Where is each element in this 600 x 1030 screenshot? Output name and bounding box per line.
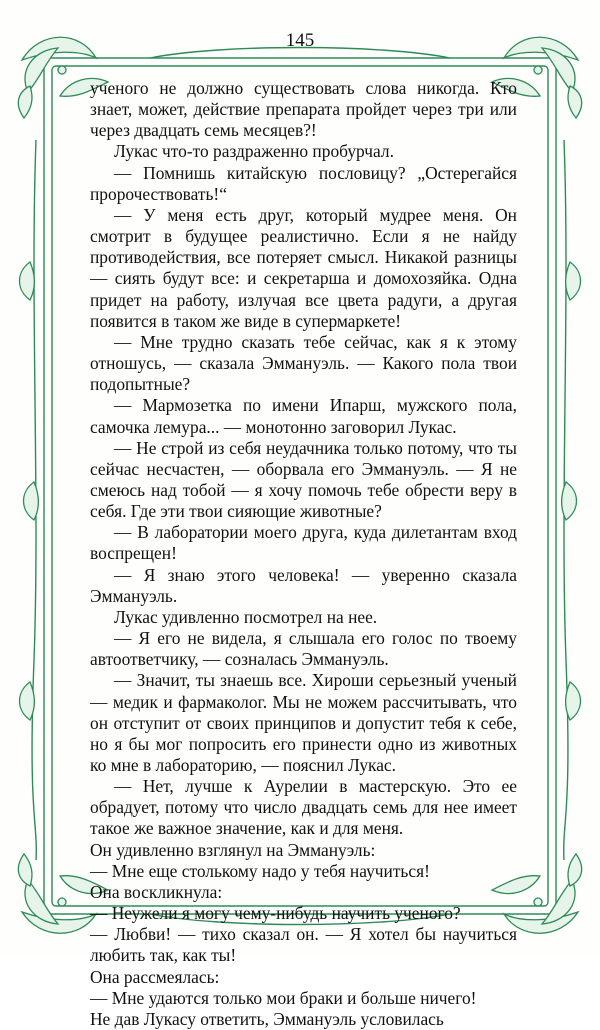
paragraph: Он удивленно взглянул на Эммануэль:: [90, 839, 376, 860]
paragraph: — Я знаю этого человека! — уверенно сказала Эммануэль.: [90, 564, 517, 606]
paragraph: Лукас что-то раздраженно пробурчал.: [114, 141, 394, 162]
side-leaves-left: [20, 262, 39, 720]
paragraph: Она воскликнула:: [90, 881, 223, 902]
paragraph: — Не строй из себя неудачника только потому, что ты сейчас несчастен, — оборвала его Эммануэль. — Я не смеюсь над тобой — я хочу помочь тебе обрести веру в себя. Где эти твои сияющие животные?: [90, 437, 517, 522]
paragraph: — Неужели я могу чему-нибудь научить ученого?: [90, 903, 461, 924]
paragraph: — Нет, лучше к Аурелии в мастерскую. Это ее обрадует, потому что число двадцать семь для нее имеет такое же важное значение, как и для меня.: [90, 776, 517, 839]
paragraph: Она рассмеялась:: [90, 966, 220, 987]
paragraph: — Любви! — тихо сказал он. — Я хотел бы научиться любить так, как ты!: [90, 924, 517, 966]
paragraph: — Значит, ты знаешь все. Хироши серьезный ученый — медик и фармаколог. Мы не можем рассчитывать, что он отступит от своих принципов и допустит тебя к себе, но я бы мог попросить его принести одно из животных ко мне в лабораторию, — пояснил Лукас.: [90, 670, 517, 775]
paragraph: — У меня есть друг, который мудрее меня. Он смотрит в будущее реалистично. Если я не найду противодействия, все потеряет смысл. Никакой разницы — сиять будут все: и секретарша и домохозяйка. Одна придет на работу, излучая все цвета радуги, а другая появится в таком же виде в супермаркете!: [90, 204, 517, 331]
side-leaves-right: [562, 262, 581, 720]
paragraph: — Помнишь китайскую пословицу? „Остерегайся пророчествовать!“: [90, 162, 517, 204]
paragraph: — Мне удаются только мои браки и больше ничего!: [90, 987, 477, 1008]
body-text: [90, 78, 517, 1030]
paragraph: — Мне еще столькому надо у тебя научиться!: [90, 860, 430, 881]
paragraph: ученого не должно существовать слова никогда. Кто знает, может, действие препарата пройдет через три или через двадцать семь месяцев?!: [90, 78, 517, 141]
paragraph: — Мармозетка по имени Ипарш, мужского пола, самочка лемура... — монотонно заговорил Лукас.: [90, 395, 517, 437]
page-number: 145: [285, 30, 315, 51]
paragraph: — Я его не видела, я слышала его голос по твоему автоответчику, — созналась Эммануэль.: [90, 628, 517, 670]
paragraph: — В лаборатории моего друга, куда дилетантам вход воспрещен!: [90, 522, 517, 564]
paragraph: — Мне трудно сказать тебе сейчас, как я к этому отношусь, — сказала Эммануэль. — Какого пола твои подопытные?: [90, 331, 517, 395]
paragraph: Не дав Лукасу ответить, Эммануэль условилась: [90, 1008, 444, 1029]
paragraph: Лукас удивленно посмотрел на нее.: [114, 606, 378, 627]
